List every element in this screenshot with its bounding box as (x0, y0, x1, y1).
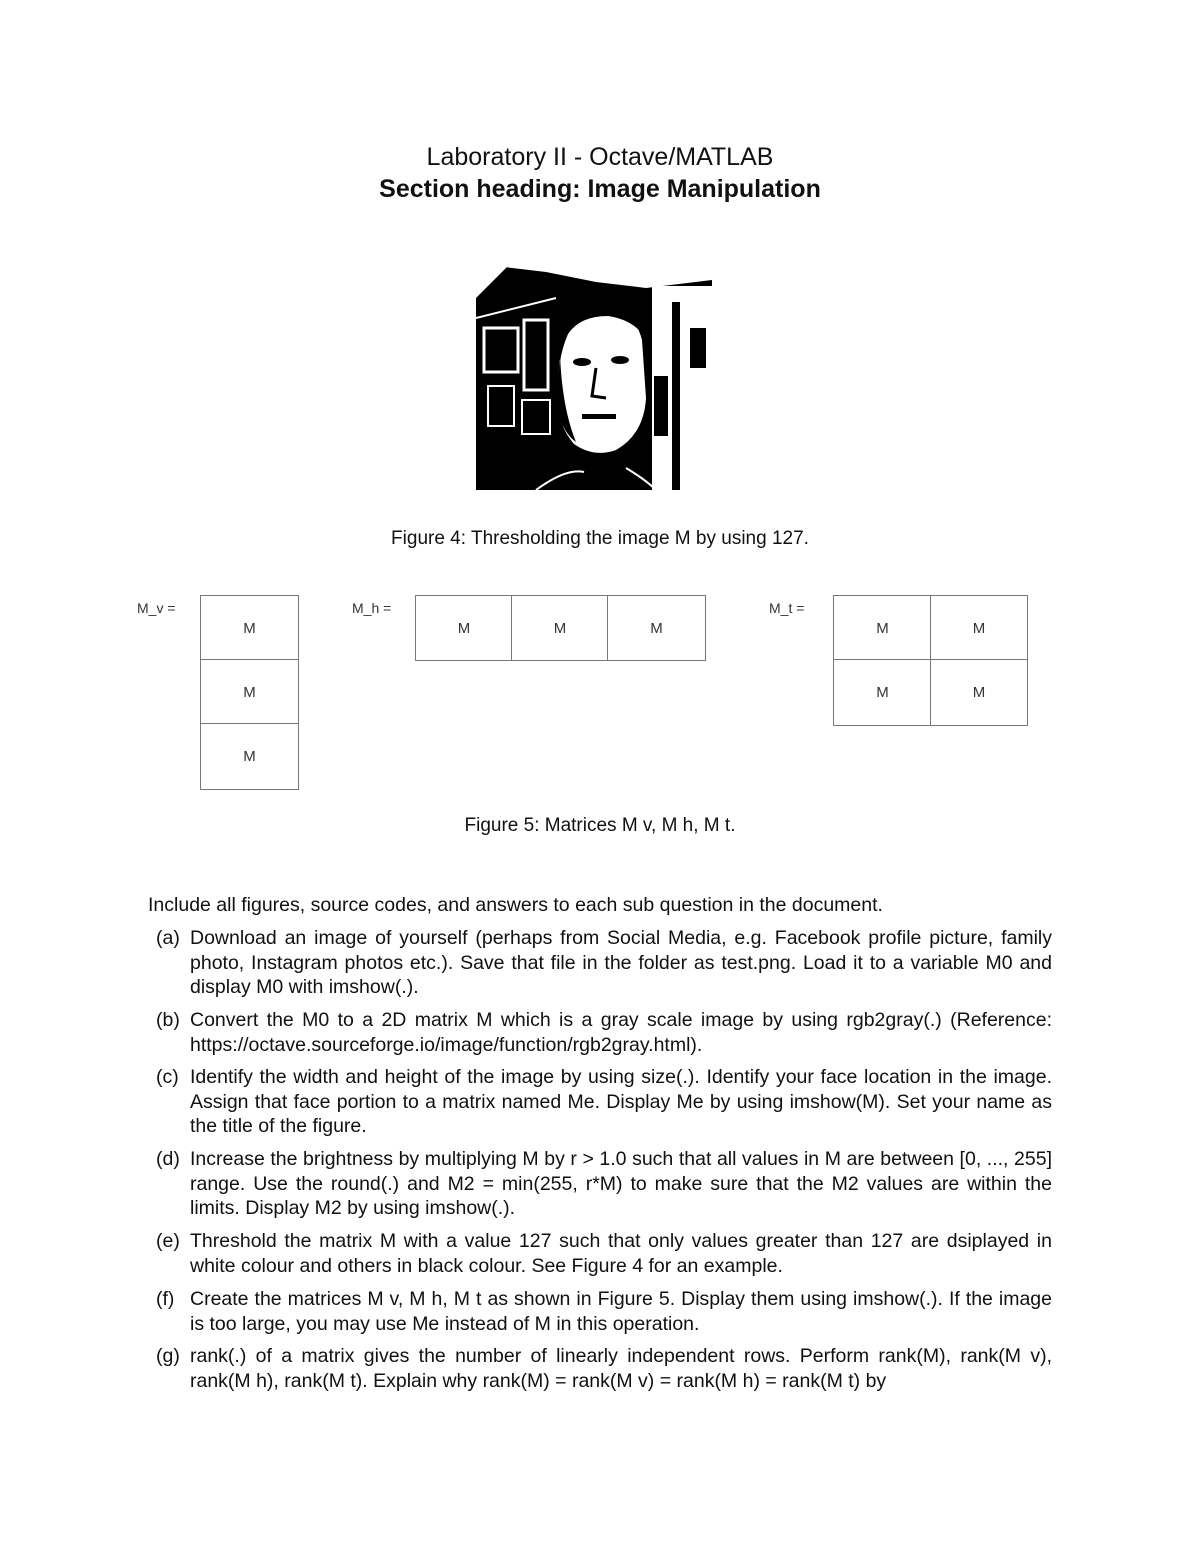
mt-cell: M (833, 659, 932, 726)
list-item (156, 1065, 1052, 1139)
mh-cell: M (607, 595, 706, 661)
mh-cell: M (415, 595, 513, 661)
mv-cell: M (200, 723, 299, 790)
mv-cell: M (200, 659, 299, 725)
page-title: Laboratory II - Octave/MATLAB (426, 143, 774, 171)
item-text: Create the matrices M v, M h, M t as shown in Figure 5. Display them using imshow(.). If the image is too large, you may use Me instead of M in this operation. (190, 1288, 1052, 1335)
item-text: Download an image of yourself (perhaps from Social Media, e.g. Facebook profile picture, family photo, Instagram photos etc.). Save that file in the folder as test.png. Load it to a variable M0 and display M0 with imshow(.). (190, 927, 1052, 998)
item-label: (b) (156, 1009, 180, 1031)
item-label: (d) (156, 1148, 180, 1170)
item-text: Identify the width and height of the image by using size(.). Identify your face location in the image. Assign that face portion to a matrix named Me. Display Me by using imshow(M). Set your name as the title of the figure. (190, 1066, 1052, 1137)
list-item (156, 1147, 1052, 1221)
instructions-intro: Include all figures, source codes, and answers to each sub question in the document. (148, 894, 883, 916)
item-label: (e) (156, 1230, 180, 1252)
list-item (156, 926, 1052, 1000)
mt-label: M_t = (769, 600, 805, 616)
item-label: (a) (156, 927, 180, 949)
figure-4-caption: Figure 4: Thresholding the image M by using 127. (391, 528, 809, 549)
mh-cell: M (511, 595, 609, 661)
item-text: rank(.) of a matrix gives the number of linearly independent rows. Perform rank(M), rank(M v), rank(M h), rank(M t). Explain why rank(M) = rank(M v) = rank(M h) = rank(M t) by (190, 1345, 1052, 1392)
thresholded-portrait-image (476, 258, 712, 490)
mt-cell: M (833, 595, 932, 661)
item-text: Increase the brightness by multiplying M by r > 1.0 such that all values in M are between [0, ..., 255] range. Use the round(.) and M2 = min(255, r*M) to make sure that the M2 values are within the limits. Display M2 by using imshow(.). (190, 1148, 1052, 1219)
mv-cell: M (200, 595, 299, 661)
section-heading: Section heading: Image Manipulation (379, 175, 821, 203)
item-label: (f) (156, 1288, 175, 1310)
mh-label: M_h = (352, 600, 392, 616)
mv-label: M_v = (137, 600, 176, 616)
mt-cell: M (930, 595, 1028, 661)
list-item (156, 1229, 1052, 1278)
list-item (156, 1344, 1052, 1393)
item-label: (g) (156, 1345, 180, 1367)
item-label: (c) (156, 1066, 179, 1088)
figure-5-caption: Figure 5: Matrices M v, M h, M t. (464, 815, 736, 836)
mt-cell: M (930, 659, 1028, 726)
list-item (156, 1287, 1052, 1336)
list-item (156, 1008, 1052, 1057)
item-text: Threshold the matrix M with a value 127 such that only values greater than 127 are dsiplayed in white colour and others in black colour. See Figure 4 for an example. (190, 1230, 1052, 1277)
item-text: Convert the M0 to a 2D matrix M which is a gray scale image by using rgb2gray(.) (Reference: https://octave.sourceforge.io/image/function/rgb2gray.html). (190, 1009, 1052, 1056)
